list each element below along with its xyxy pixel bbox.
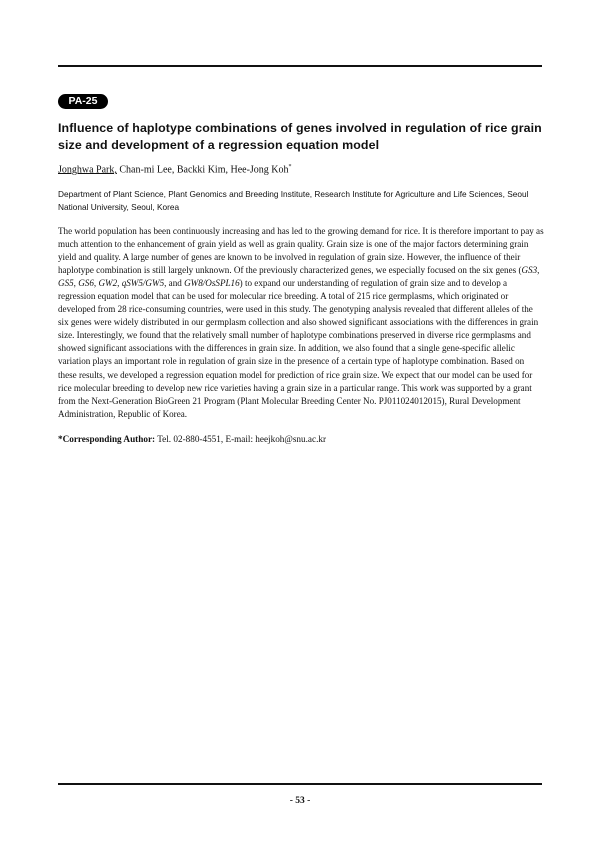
session-badge: PA-25 bbox=[58, 94, 108, 109]
presenting-author: Jonghwa Park, bbox=[58, 164, 117, 176]
co-authors: Chan-mi Lee, Backki Kim, Hee-Jong Koh bbox=[116, 164, 289, 176]
separator: , bbox=[117, 278, 122, 289]
corresponding-author bbox=[58, 433, 326, 446]
paper-title: Influence of haplotype combinations of genes involved in regulation of rice grain size and development of a regression equation model bbox=[58, 121, 542, 152]
gene-gw8-osspl16: GW8/OsSPL16 bbox=[184, 278, 240, 289]
gene-gs3: GS3 bbox=[521, 265, 538, 276]
abstract-text-2: ) to expand our understanding of regulation of grain size and to develop a regression equation model that can be used for molecular rice breeding. A total of 215 rice germplasms, which originated or developed from 28 rice-consuming countries, were used in this study. The genotyping analysis revealed that different alleles of the six genes were widely distributed in our germplasm collection and also showed significant associations with the differences in grain size. Interestingly, we found that the relatively small number of haplotype combinations preserved in diverse rice germplasms and showed significant associations with the differences in grain size. In addition, we also found that a single gene-specific allelic variation plays an important role in regulation of grain size in the presence of a certain type of haplotype combination. Based on these results, we developed a regression equation model for prediction of rice grain size. We expect that our model can be used for rice molecular breeding to develop new rice varieties having a grain size in a particular range. This work was supported by a grant from the Next-Generation BioGreen 21 Program (Plant Molecular Breeding Center No. PJ011024012015), Rural Development Administration, Republic of Korea. bbox=[58, 278, 539, 419]
gene-gs5: GS5 bbox=[58, 278, 74, 289]
gene-gw2: GW2 bbox=[98, 278, 118, 289]
separator: , bbox=[93, 278, 99, 289]
abstract bbox=[58, 225, 544, 421]
bottom-rule bbox=[58, 783, 542, 785]
page-number: - 53 - bbox=[289, 796, 311, 806]
gene-gs6: GS6 bbox=[78, 278, 94, 289]
separator: , bbox=[537, 265, 540, 276]
top-rule bbox=[58, 65, 542, 67]
gene-qsw5-gw5: qSW5/GW5 bbox=[121, 278, 165, 289]
corresponding-label: *Corresponding Author: bbox=[58, 434, 156, 444]
separator: , and bbox=[164, 278, 185, 289]
separator: , bbox=[73, 278, 79, 289]
author-line bbox=[58, 160, 292, 177]
corresponding-contact: Tel. 02-880-4551, E-mail: heejkoh@snu.ac.kr bbox=[155, 434, 327, 444]
corresponding-mark: * bbox=[288, 164, 292, 170]
abstract-text-1: The world population has been continuously increasing and has led to the growing demand for rice. It is therefore important to pay as much attention to the enhancement of grain yield as well as grain quality. Grain size is one of the major factors determining grain yield and quality. A large number of genes are known to be involved in regulation of grain size. However, the influence of their haplotype combination is still largely unknown. Of the previously characterized genes, we especially focused on the six genes ( bbox=[58, 226, 544, 276]
affiliation: Department of Plant Science, Plant Genomics and Breeding Institute, Research Institute for Agriculture and Life Sciences, Seoul National University, Seoul, Korea bbox=[58, 189, 529, 212]
